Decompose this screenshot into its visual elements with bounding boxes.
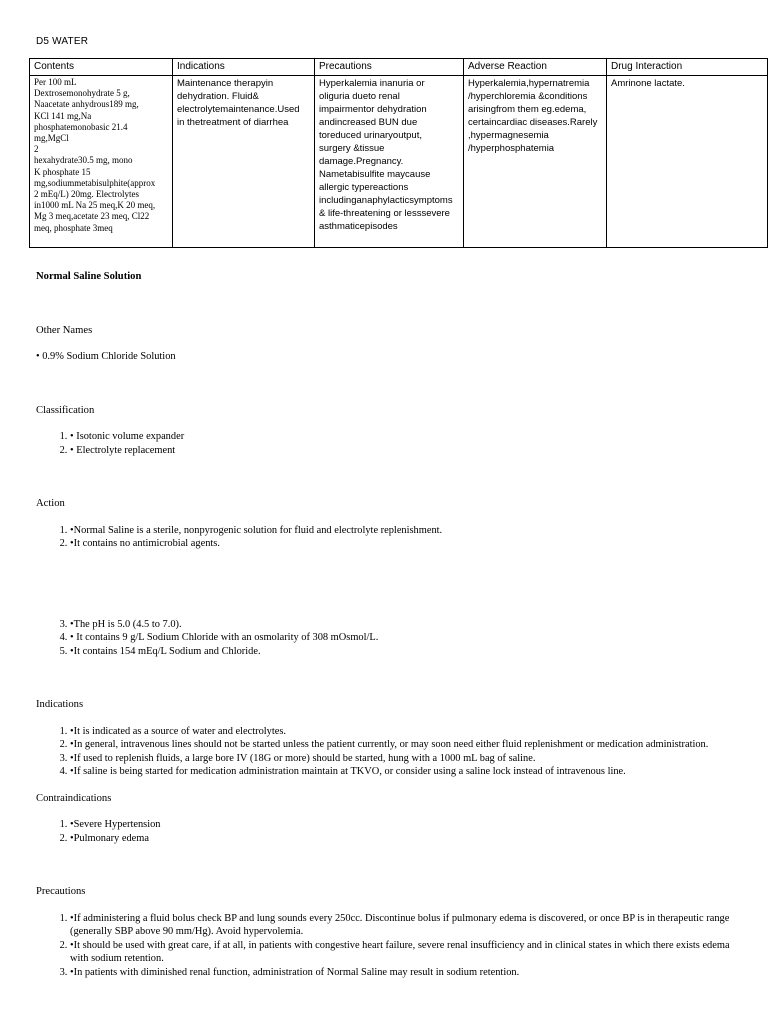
cell-line: in1000 mL Na 25 meq,K 20 meq, bbox=[34, 200, 156, 211]
precautions-heading: Precautions bbox=[36, 886, 86, 897]
cell-line: mg,sodiummetabisulphite(approx bbox=[34, 177, 156, 188]
cell-contents bbox=[30, 76, 173, 248]
indications-heading: Indications bbox=[36, 699, 84, 710]
classification-heading: Classification bbox=[36, 404, 95, 416]
cell-precautions bbox=[315, 76, 464, 248]
other-names-heading: Other Names bbox=[36, 324, 93, 336]
list-item: 3. •In patients with diminished renal function, administration of Normal Saline may result in sodium retention. bbox=[70, 966, 736, 980]
cell-line: Hyperkalemia,hypernatremia bbox=[468, 78, 590, 89]
cell-line: certaincardiac diseases.Rarely bbox=[468, 117, 598, 128]
cell-line: andincreased BUN due bbox=[319, 117, 418, 128]
header-precautions: Precautions bbox=[315, 59, 464, 76]
list-item: 1. •It is indicated as a source of water and electrolytes. bbox=[70, 725, 736, 739]
cell-line: 2 bbox=[34, 144, 39, 155]
list-item: 4. • It contains 9 g/L Sodium Chloride with an osmolarity of 308 mOsmol/L. bbox=[70, 631, 736, 645]
cell-line: Nametabisulfite maycause bbox=[319, 169, 431, 180]
cell-line: dehydration. Fluid& bbox=[177, 91, 259, 102]
cell-line: oliguria dueto renal bbox=[319, 91, 400, 102]
contraindications-list bbox=[36, 818, 736, 845]
cell-line: impairmentor dehydration bbox=[319, 104, 427, 115]
cell-line: Mg 3 meq,acetate 23 meq, Cl22 bbox=[34, 211, 150, 222]
list-item: 5. •It contains 154 mEq/L Sodium and Chloride. bbox=[70, 645, 736, 659]
list-item: • 0.9% Sodium Chloride Solution bbox=[36, 351, 176, 362]
cell-line: 2 mEq/L) 20mg. Electrolytes bbox=[34, 189, 139, 200]
list-item: 3. •If used to replenish fluids, a large bore IV (18G or more) should be started, hung with a 1000 mL bag of saline. bbox=[70, 752, 736, 766]
action-heading: Action bbox=[36, 498, 65, 509]
header-adverse-reaction: Adverse Reaction bbox=[464, 59, 607, 76]
cell-line: surgery &tissue bbox=[319, 143, 385, 154]
drug-info-table bbox=[29, 58, 768, 248]
header-drug-interaction: Drug Interaction bbox=[607, 59, 768, 76]
cell-line: asthmaticepisodes bbox=[319, 221, 398, 232]
cell-line: toreduced urinaryoutput, bbox=[319, 130, 422, 141]
cell-line: /hyperchloremia &conditions bbox=[468, 91, 588, 102]
list-item: 3. •The pH is 5.0 (4.5 to 7.0). bbox=[70, 618, 736, 632]
cell-line: KCl 141 mg,Na bbox=[34, 110, 92, 121]
cell-adverse-reaction bbox=[464, 76, 607, 248]
cell-line: Dextrosemonohydrate 5 g, bbox=[34, 88, 130, 99]
list-item: 2. •It should be used with great care, if at all, in patients with congestive heart failure, severe renal insufficiency and in clinical states in which there exists edema with sodium retention. bbox=[70, 939, 736, 966]
cell-line: Amrinone lactate. bbox=[611, 78, 685, 89]
list-item: 2. •Pulmonary edema bbox=[70, 832, 736, 846]
document-title: D5 WATER bbox=[36, 36, 89, 47]
list-item: 4. •If saline is being started for medication administration maintain at TKVO, or consider using a saline lock instead of intravenous line. bbox=[70, 765, 736, 779]
indications-list bbox=[36, 725, 736, 779]
cell-line: meq, phosphate 3meq bbox=[34, 222, 113, 233]
cell-line: Maintenance therapyin bbox=[177, 78, 274, 89]
cell-line: ,hypermagnesemia bbox=[468, 130, 549, 141]
cell-line: Per 100 mL bbox=[34, 77, 77, 87]
classification-list bbox=[36, 430, 736, 457]
action-list-b bbox=[36, 618, 736, 659]
cell-line: Naacetate anhydrous189 mg, bbox=[34, 99, 139, 110]
list-item: 2. •It contains no antimicrobial agents. bbox=[70, 537, 736, 551]
cell-line: mg,MgCl bbox=[34, 133, 69, 144]
table-header-row bbox=[30, 59, 768, 76]
cell-line: in thetreatment of diarrhea bbox=[177, 117, 289, 128]
cell-drug-interaction bbox=[607, 76, 768, 248]
cell-line: Hyperkalemia inanuria or bbox=[319, 78, 425, 89]
normal-saline-section bbox=[36, 270, 736, 979]
list-item: 1. •Normal Saline is a sterile, nonpyrogenic solution for fluid and electrolyte replenishment. bbox=[70, 524, 736, 538]
section-title: Normal Saline Solution bbox=[36, 271, 142, 282]
table-row bbox=[30, 76, 768, 248]
cell-line: & life-threatening or lesssevere bbox=[319, 208, 450, 219]
cell-line: hexahydrate30.5 mg, mono bbox=[34, 155, 133, 166]
cell-line: phosphatemonobasic 21.4 bbox=[34, 121, 128, 132]
other-names-list bbox=[36, 350, 736, 364]
list-item: 2. • Electrolyte replacement bbox=[70, 444, 736, 458]
cell-line: electrolytemaintenance.Used bbox=[177, 104, 300, 115]
header-indications: Indications bbox=[173, 59, 315, 76]
cell-line: damage.Pregnancy. bbox=[319, 156, 404, 167]
header-contents: Contents bbox=[30, 59, 173, 76]
cell-line: /hyperphosphatemia bbox=[468, 143, 555, 154]
cell-indications bbox=[173, 76, 315, 248]
cell-line: arisingfrom them eg.edema, bbox=[468, 104, 587, 115]
cell-line: includinganaphylacticsymptoms bbox=[319, 195, 453, 206]
list-item: 2. •In general, intravenous lines should not be started unless the patient currently, or may soon need either fluid replenishment or medication administration. bbox=[70, 738, 736, 752]
cell-line: K phosphate 15 bbox=[34, 166, 91, 177]
cell-line: allergic typereactions bbox=[319, 182, 409, 193]
list-item: 1. • Isotonic volume expander bbox=[70, 430, 736, 444]
list-item: 1. •Severe Hypertension bbox=[70, 818, 736, 832]
contraindications-heading: Contraindications bbox=[36, 792, 112, 804]
list-item: 1. •If administering a fluid bolus check BP and lung sounds every 250cc. Discontinue bolus if pulmonary edema is discovered, or once BP is in therapeutic range (generally SBP above 90 mm/Hg). Avoid hypervolemia. bbox=[70, 912, 736, 939]
action-list-a bbox=[36, 524, 736, 551]
precautions-list bbox=[36, 912, 736, 980]
